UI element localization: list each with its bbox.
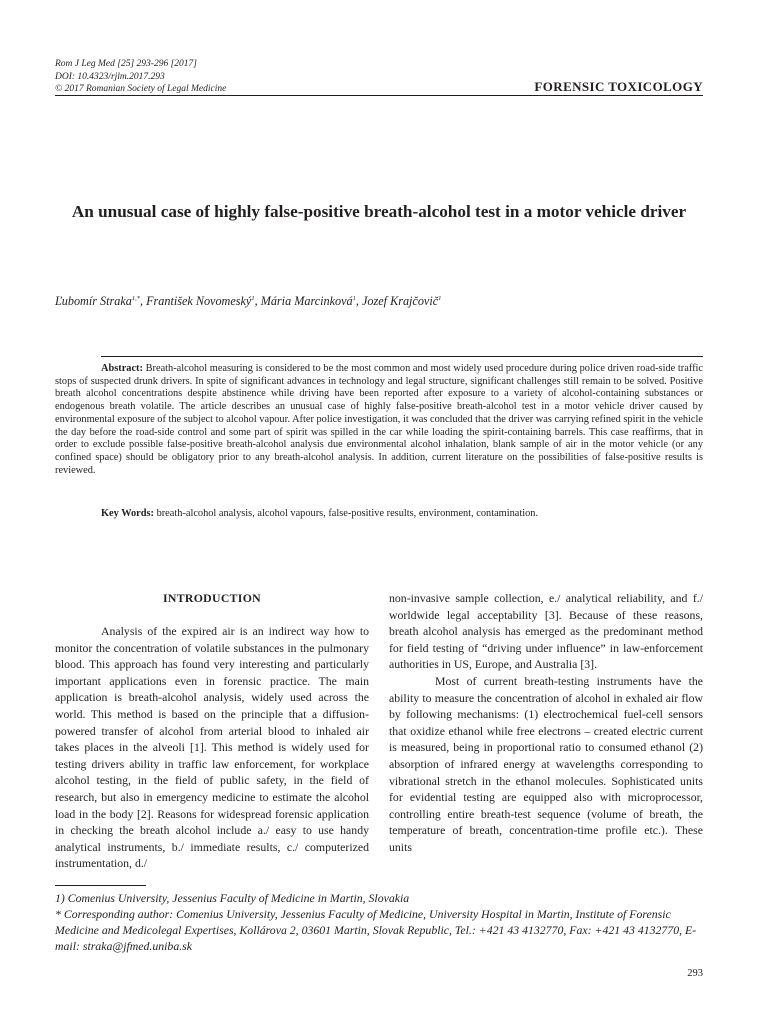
author-list: [55, 294, 441, 309]
abstract: [55, 363, 703, 477]
author-affiliation-mark: 1: [352, 295, 356, 302]
journal-citation: [55, 58, 226, 96]
keywords-text: breath-alcohol analysis, alcohol vapours, false-positive results, environment, contamination.: [156, 508, 539, 519]
author-name: Jozef Krajčovič: [361, 294, 439, 308]
section-label: FORENSIC TOXICOLOGY: [534, 79, 703, 94]
body-paragraph: non-invasive sample collection, e./ analytical reliability, and f./ worldwide legal acceptability [3]. Because of these reasons, breath alcohol analysis has emerged as the predominant method for field testing of “driving under influence” in law-enforcement authorities in US, Europe, and Australia [3].: [389, 591, 703, 672]
doi: DOI: 10.4323/rjlm.2017.293: [55, 71, 165, 82]
body-paragraph-left: Analysis of the expired air is an indirect way how to monitor the concentration of volatile substances in the pulmonary blood. This approach has found very interesting and particularly important applications even in forensic practice. The main application is breath-alcohol analysis, widely used across the world. This method is based on the principle that a diffusion-powered transfer of alcohol from arterial blood to inhaled air takes places in the alveoli [1]. This method is widely used for testing drivers ability in traffic law enforcement, for workplace alcohol testing, in the field of public safety, in the field of research, but also in emergency medicine to estimate the alcohol load in the body [2]. Reasons for widespread forensic application in checking the breath alcohol include a./ easy to use handy analytical instruments, b./ immediate results, c./ computerized instrumentation, d./: [55, 624, 369, 871]
body-column-right: [389, 590, 703, 856]
copyright: © 2017 Romanian Society of Legal Medicine: [55, 84, 227, 95]
keywords-label: Key Words:: [101, 508, 154, 519]
author-name: Mária Marcinková: [260, 294, 353, 308]
author-affiliation-mark: 1: [438, 295, 442, 302]
footnote-divider: [55, 885, 146, 886]
abstract-text: Breath-alcohol measuring is considered to be the most common and most widely used procedure during police driven road-side traffic stops of suspected drunk drivers. In spite of significant advances in technology and legal structure, significant challenges still remain to be solved. Positive breath alcohol concentrations despite abstinence while driving have been reported after exposure to a variety of alcohol-containing substances or endogenous breath volatile. The article describes an unusual case of highly false-positive breath-alcohol test in a motor vehicle driver caused by environmental exposure of the subject to alcohol vapour. After police investigation, it was concluded that the driver was carrying refined spirit in the vehicle the day before the road-side control and some part of spirit was spilled in the car while loading the spirit-containing barrels. This case reaffirms, that in order to exclude possible false-positive breath-alcohol analysis due environmental alcohol inhalation, blank sample of air in the motor vehicle (or any confined space) should be obligatory prior to any breath-alcohol analysis. In addition, current literature on the possibilities of false-positive results is reviewed.: [55, 363, 703, 476]
footnotes: [55, 890, 703, 954]
page-number: 293: [687, 968, 703, 979]
keywords: [101, 508, 703, 521]
author-name: Ľubomír Straka: [55, 294, 132, 308]
abstract-divider: [101, 356, 703, 357]
section-heading-introduction: INTRODUCTION: [163, 591, 261, 605]
journal-reference: Rom J Leg Med [25] 293-296 [2017]: [55, 59, 197, 69]
author-name: František Novomeský: [146, 294, 252, 308]
body-paragraph: Most of current breath-testing instruments have the ability to measure the concentration of alcohol in exhaled air flow by following mechanisms: (1) electrochemical fuel-cell sensors that oxidize ethanol while free electrons – created electric current is measured, being in proportional ratio to consumed ethanol (2) absorption of infrared energy at wavelengths corresponding to vibrational stretch in the ethanol molecules. Sophisticated units for evidential testing are equipped also with microprocessor, controlling entire breath-test sequence (volume of breath, the temperature of breath, concentration-time profile etc.). These units: [389, 673, 703, 854]
author-affiliation-mark: 1,*: [131, 295, 140, 302]
footnote-corresponding-author: * Corresponding author: Comenius University, Jessenius Faculty of Medicine, University Hospital in Martin, Institute of Forensic Medicine and Medicolegal Expertises, Kollárova 2, 03601 Martin, Slovak Republic, Tel.: +421 43 4132770, Fax: +421 43 4132770, E-mail: straka@jfmed.uniba.sk: [55, 907, 697, 953]
abstract-label: Abstract:: [101, 363, 143, 374]
footnote-affiliation: 1) Comenius University, Jessenius Faculty of Medicine in Martin, Slovakia: [55, 891, 410, 905]
author-separator: ,: [355, 294, 362, 308]
author-separator: ,: [139, 294, 147, 308]
author-separator: ,: [254, 294, 261, 308]
header-divider: [55, 95, 703, 96]
author-affiliation-mark: 1: [251, 295, 255, 302]
article-title: An unusual case of highly false-positive breath-alcohol test in a motor vehicle driver: [71, 202, 687, 221]
